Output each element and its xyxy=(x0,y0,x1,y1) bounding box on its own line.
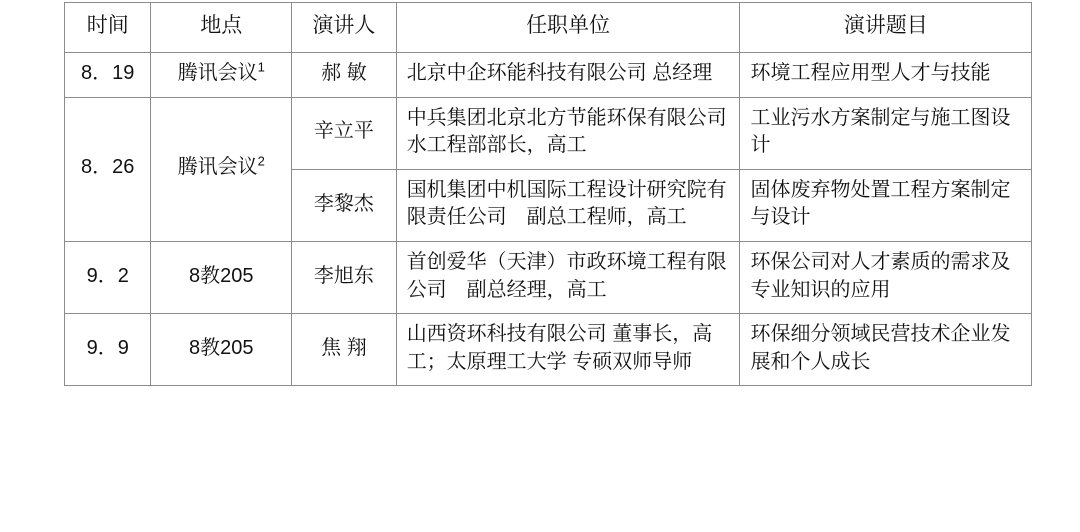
column-header-topic: 演讲题目 xyxy=(740,3,1032,53)
cell-topic: 工业污水方案制定与施工图设计 xyxy=(740,97,1032,169)
table-row xyxy=(65,241,1032,313)
cell-time: 8．19 xyxy=(65,52,151,97)
speaker-schedule-table xyxy=(64,2,1032,386)
column-header-place: 地点 xyxy=(151,3,292,53)
table-row xyxy=(65,97,1032,169)
cell-speaker: 李旭东 xyxy=(292,241,397,313)
cell-time: 9．2 xyxy=(65,241,151,313)
cell-place-footnote: 2 xyxy=(257,153,265,169)
cell-topic: 环保细分领域民营技术企业发展和个人成长 xyxy=(740,314,1032,386)
cell-speaker: 郝 敏 xyxy=(292,52,397,97)
cell-place: 8教205 xyxy=(151,241,292,313)
cell-time: 8．26 xyxy=(65,97,151,241)
cell-unit: 中兵集团北京北方节能环保有限公司 水工程部部长，高工 xyxy=(396,97,740,169)
cell-topic: 环境工程应用型人才与技能 xyxy=(740,52,1032,97)
column-header-speaker: 演讲人 xyxy=(292,3,397,53)
cell-unit: 首创爱华（天津）市政环境工程有限公司 副总经理，高工 xyxy=(396,241,740,313)
column-header-unit: 任职单位 xyxy=(396,3,740,53)
cell-place xyxy=(151,97,292,241)
cell-topic: 环保公司对人才素质的需求及专业知识的应用 xyxy=(740,241,1032,313)
document-page xyxy=(0,2,1080,532)
cell-speaker: 辛立平 xyxy=(292,97,397,169)
column-header-time: 时间 xyxy=(65,3,151,53)
cell-topic: 固体废弃物处置工程方案制定与设计 xyxy=(740,169,1032,241)
table-row xyxy=(65,314,1032,386)
cell-place: 8教205 xyxy=(151,314,292,386)
table-row xyxy=(65,52,1032,97)
cell-unit: 北京中企环能科技有限公司 总经理 xyxy=(396,52,740,97)
cell-place xyxy=(151,52,292,97)
cell-time: 9．9 xyxy=(65,314,151,386)
cell-speaker: 焦 翔 xyxy=(292,314,397,386)
cell-place-text: 腾讯会议 xyxy=(177,61,258,84)
table-header-row xyxy=(65,3,1032,53)
cell-place-text: 腾讯会议 xyxy=(177,156,258,179)
cell-unit: 国机集团中机国际工程设计研究院有限责任公司 副总工程师，高工 xyxy=(396,169,740,241)
cell-place-footnote: 1 xyxy=(257,59,265,75)
cell-unit: 山西资环科技有限公司 董事长，高工；太原理工大学 专硕双师导师 xyxy=(396,314,740,386)
cell-speaker: 李黎杰 xyxy=(292,169,397,241)
